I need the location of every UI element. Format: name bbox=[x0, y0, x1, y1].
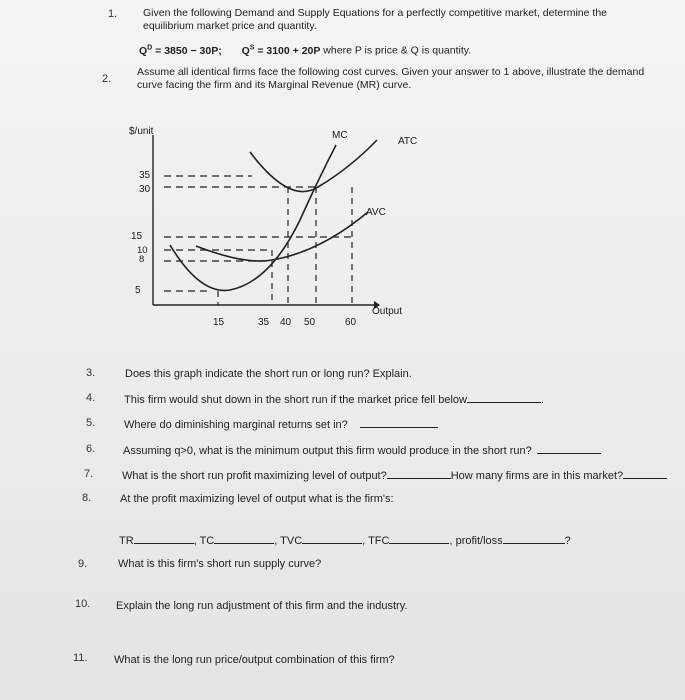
x-tick-15: 15 bbox=[213, 317, 225, 328]
q11-number: 11. bbox=[73, 652, 88, 664]
y-axis-label: $/unit bbox=[129, 126, 154, 137]
y-tick-8: 8 bbox=[139, 254, 145, 265]
q5-text: Where do diminishing marginal returns set in? bbox=[124, 419, 348, 431]
q7-number: 7. bbox=[84, 468, 94, 480]
q4-number: 4. bbox=[86, 392, 96, 404]
q6-answer-blank[interactable] bbox=[537, 443, 601, 454]
q2-line2: curve facing the firm and its Marginal Revenue (MR) curve. bbox=[137, 79, 412, 91]
y-tick-30: 30 bbox=[139, 184, 151, 195]
q1-line2: equilibrium market price and quantity. bbox=[143, 20, 317, 32]
q4-text: This firm would shut down in the short run if the market price fell below bbox=[124, 394, 467, 406]
q8-end: ? bbox=[564, 535, 571, 547]
q6-line bbox=[123, 443, 601, 457]
profit-blank[interactable] bbox=[503, 533, 565, 544]
mc-label: MC bbox=[332, 130, 348, 141]
q2-line1: Assume all identical firms face the following cost curves. Given your answer to 1 above, illustrate the demand bbox=[137, 66, 645, 78]
cost-curves-graph bbox=[0, 0, 685, 340]
y-tick-10: 10 bbox=[137, 245, 148, 256]
q4-line bbox=[124, 392, 544, 406]
q7-text2: How many firms are in this market? bbox=[450, 470, 624, 482]
q9-text: What is this firm's short run supply curve? bbox=[118, 558, 322, 570]
q10-text: Explain the long run adjustment of this firm and the industry. bbox=[116, 600, 408, 612]
q1-number: 1. bbox=[108, 8, 118, 20]
q5-line bbox=[124, 417, 438, 431]
q7-firms-blank[interactable] bbox=[623, 468, 667, 479]
demand-equation: = 3850 − 30P; bbox=[152, 44, 222, 57]
q4-answer-blank[interactable] bbox=[467, 392, 541, 403]
q4-tail: . bbox=[540, 394, 545, 406]
tc-label: , TC bbox=[193, 535, 215, 547]
y-tick-15: 15 bbox=[131, 231, 143, 242]
q6-text: Assuming q>0, what is the minimum output this firm would produce in the short run? bbox=[123, 445, 532, 457]
q8-number: 8. bbox=[82, 492, 92, 504]
q7-output-blank[interactable] bbox=[387, 468, 451, 479]
tr-label: TR bbox=[119, 535, 134, 547]
q3-number: 3. bbox=[86, 367, 96, 379]
q5-number: 5. bbox=[86, 417, 96, 429]
q7-text: What is the short run profit maximizing level of output? bbox=[122, 470, 387, 482]
equation-note: where P is price & Q is quantity. bbox=[320, 44, 472, 57]
x-tick-40: 40 bbox=[280, 317, 292, 328]
x-axis-label: Output bbox=[372, 306, 403, 317]
tc-blank[interactable] bbox=[214, 533, 274, 544]
y-tick-5: 5 bbox=[135, 285, 141, 296]
q8-text: At the profit maximizing level of output what is the firm's: bbox=[120, 493, 394, 505]
tfc-label: , TFC bbox=[362, 535, 390, 547]
tvc-label: , TVC bbox=[274, 535, 303, 547]
q1-line1: Given the following Demand and Supply Equations for a perfectly competitive market, determine the bbox=[143, 7, 607, 19]
atc-label: ATC bbox=[398, 136, 418, 147]
x-tick-50: 50 bbox=[304, 317, 316, 328]
x-tick-35: 35 bbox=[258, 317, 270, 328]
q5-answer-blank[interactable] bbox=[360, 417, 438, 428]
avc-label: AVC bbox=[366, 207, 386, 218]
q9-number: 9. bbox=[78, 558, 88, 570]
q6-number: 6. bbox=[86, 443, 96, 455]
y-tick-35: 35 bbox=[139, 170, 151, 181]
supply-symbol: Q bbox=[241, 44, 250, 57]
demand-symbol: Q bbox=[139, 44, 148, 57]
atc-curve bbox=[250, 140, 377, 192]
tvc-blank[interactable] bbox=[302, 533, 362, 544]
demand-superscript: D bbox=[147, 44, 153, 51]
avc-curve bbox=[196, 212, 368, 261]
tfc-blank[interactable] bbox=[389, 533, 449, 544]
q11-text: What is the long run price/output combination of this firm? bbox=[114, 654, 395, 666]
q2-number: 2. bbox=[102, 73, 112, 85]
mc-curve bbox=[170, 145, 336, 290]
q3-text: Does this graph indicate the short run or long run? Explain. bbox=[125, 368, 412, 380]
profit-label: , profit/loss bbox=[449, 535, 503, 547]
q7-line bbox=[122, 468, 667, 482]
supply-superscript: S bbox=[249, 44, 255, 51]
supply-equation: = 3100 + 20P bbox=[254, 44, 321, 57]
tr-blank[interactable] bbox=[134, 533, 194, 544]
q10-number: 10. bbox=[75, 598, 91, 610]
x-tick-60: 60 bbox=[345, 317, 357, 328]
q8-answer-line bbox=[119, 533, 571, 547]
